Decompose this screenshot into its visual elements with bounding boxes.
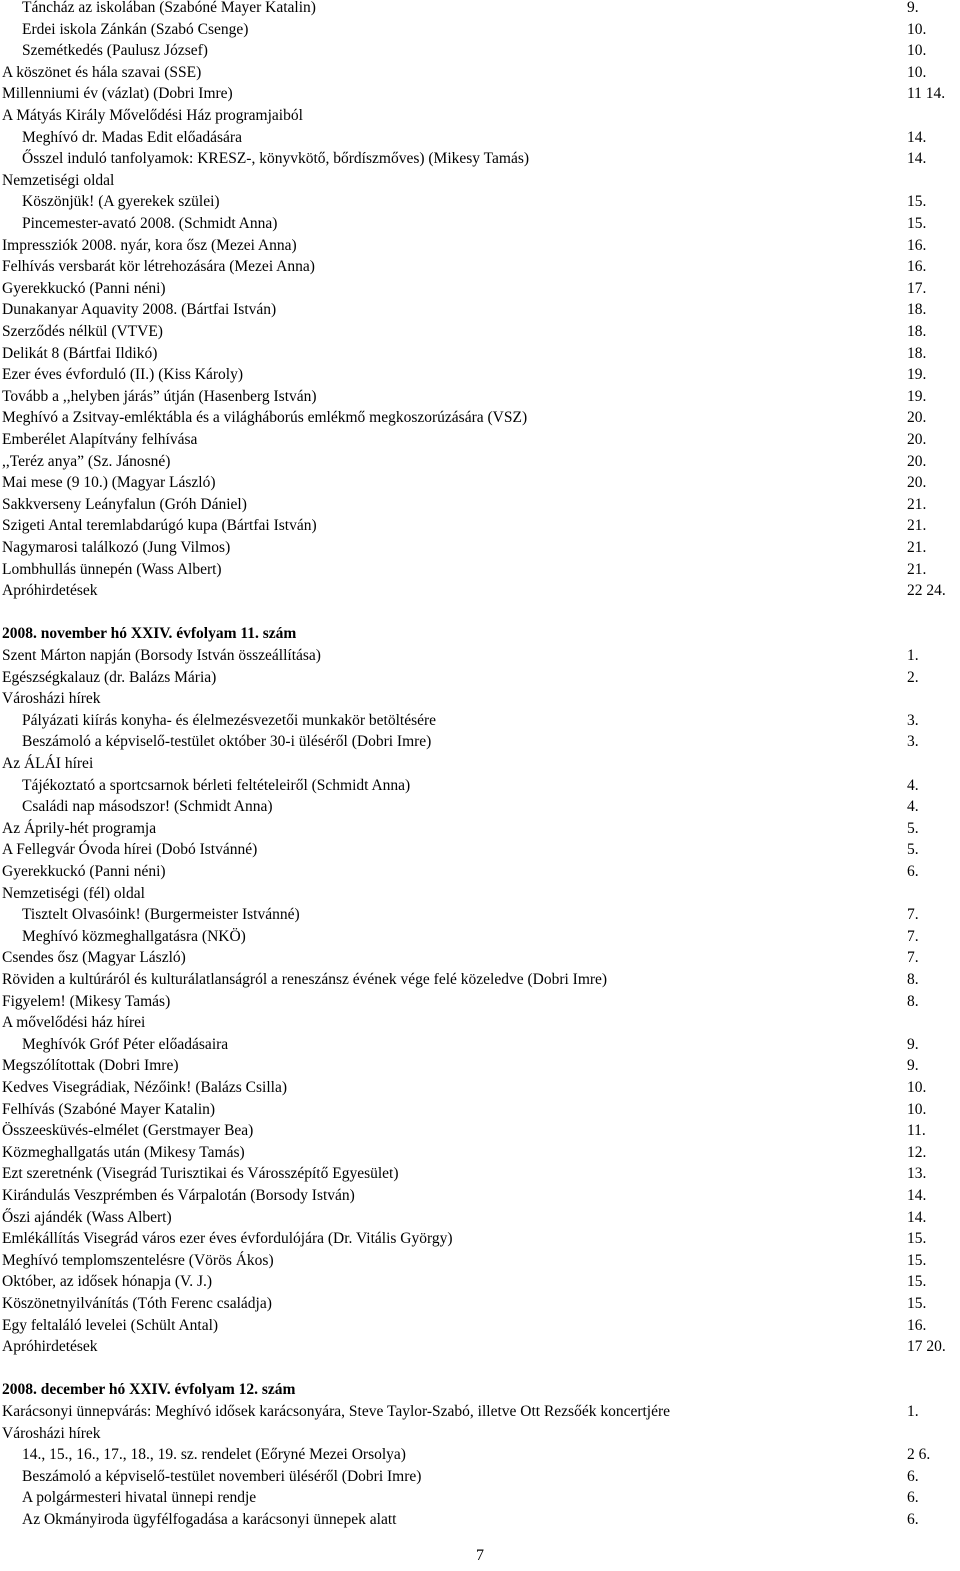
toc-entry (0, 883, 960, 905)
toc-entry-title: A Fellegvár Óvoda hírei (Dobó Istvánné) (2, 841, 258, 859)
toc-entry-title: Egy feltaláló levelei (Schült Antal) (2, 1316, 219, 1334)
toc-entry-page: 1. (907, 1403, 919, 1420)
issue-heading (0, 1379, 960, 1401)
toc-entry-page: 8. (907, 992, 919, 1010)
toc-entry-page: 21. (907, 495, 927, 513)
toc-entry-page: 5. (907, 819, 919, 837)
toc-entry-page: 18. (907, 301, 927, 319)
toc-entry (0, 256, 960, 278)
toc-entry (0, 731, 960, 753)
toc-entry-page: 20. (907, 474, 927, 492)
toc-entry-title: Beszámoló a képviselő-testület novemberi üléséről (Dobri Imre) (22, 1467, 422, 1485)
toc-entry-page: 22 24. (907, 582, 946, 600)
toc-entry-page: 4. (907, 776, 919, 794)
toc-entry-page: 21. (907, 517, 927, 535)
toc-entry-title: Nemzetiségi oldal (2, 171, 115, 189)
toc-entry-page: 2. (907, 668, 919, 686)
toc-entry-title: Városházi hírek (2, 1424, 101, 1442)
toc-entry-page: 7. (907, 949, 919, 967)
toc-entry-page: 18. (907, 323, 927, 340)
toc-entry-page: 8. (907, 971, 919, 988)
toc-entry (0, 1401, 960, 1423)
toc-entry (0, 1293, 960, 1315)
toc-entry-title: Röviden a kultúráról és kulturálatlanságról a reneszánsz évének vége felé közeledve (Dobri Imre) (2, 971, 608, 988)
toc-entry (0, 105, 960, 127)
toc-entry-title: Apróhirdetések (2, 1338, 98, 1356)
toc-entry-page: 10. (907, 63, 927, 81)
toc-entry-title: Erdei iskola Zánkán (Szabó Csenge) (22, 20, 249, 38)
toc-entry-page: 19. (907, 387, 927, 405)
toc-entry-page: 7. (907, 906, 919, 924)
toc-entry (0, 580, 960, 602)
toc-entry (0, 861, 960, 883)
toc-entry (0, 947, 960, 969)
toc-entry-title: A köszönet és hála szavai (SSE) (2, 63, 202, 81)
toc-entry-title: Karácsonyi ünnepvárás: Meghívó idősek karácsonyára, Steve Taylor-Szabó, illetve Ott Rezsőék koncertjére (2, 1403, 671, 1420)
toc-entry (0, 537, 960, 559)
toc-entry (0, 1099, 960, 1121)
toc-entry-title: Köszönjük! (A gyerekek szülei) (22, 193, 220, 211)
toc-entry-title: Apróhirdetések (2, 582, 98, 600)
toc-entry (0, 386, 960, 408)
toc-entry (0, 494, 960, 516)
toc-entry-page: 14. (907, 150, 927, 168)
toc-entry-title: Szerződés nélkül (VTVE) (2, 323, 163, 340)
toc-entry-title: Családi nap másodszor! (Schmidt Anna) (22, 798, 273, 816)
toc-entry (0, 688, 960, 710)
toc-entry-page: 14. (907, 1187, 927, 1204)
toc-entry-title: Nagymarosi találkozó (Jung Vilmos) (2, 539, 231, 556)
toc-entry (0, 407, 960, 429)
toc-entry-title: Emlékállítás Visegrád város ezer éves évfordulójára (Dr. Vitális György) (2, 1230, 453, 1248)
toc-entry (0, 83, 960, 105)
toc-entry-page: 16. (907, 236, 927, 254)
toc-entry-page: 16. (907, 258, 927, 276)
toc-entry (0, 1423, 960, 1445)
toc-entry (0, 1271, 960, 1293)
toc-entry (0, 0, 960, 19)
toc-entry-title: Az Okmányiroda ügyfélfogadása a karácsonyi ünnepek alatt (22, 1511, 397, 1528)
toc-entry (0, 991, 960, 1013)
toc-entry (0, 127, 960, 149)
toc-entry (0, 40, 960, 62)
toc-entry (0, 839, 960, 861)
toc-entry-page: 16. (907, 1316, 927, 1334)
toc-entry-title: Meghívó templomszentelésre (Vörös Ákos) (2, 1251, 274, 1269)
toc-entry-page: 17 20. (907, 1338, 946, 1356)
toc-entry-title: Szent Márton napján (Borsody István összeállítása) (2, 647, 321, 664)
toc-entry-page: 21. (907, 539, 927, 556)
toc-entry-title: ,,Teréz anya” (Sz. Jánosné) (2, 452, 171, 470)
toc-entry-title: Meghívók Gróf Péter előadásaira (22, 1035, 229, 1053)
toc-entry-title: Pályázati kiírás konyha- és élelmezésvezetői munkakör betöltésére (22, 711, 437, 729)
toc-entry-title: Gyerekkuckó (Panni néni) (2, 863, 166, 880)
toc-entry-title: Figyelem! (Mikesy Tamás) (2, 992, 171, 1010)
toc-entry-title: Városházi hírek (2, 690, 101, 708)
toc-entry (0, 775, 960, 797)
toc-entry-title: Csendes ősz (Magyar László) (2, 949, 186, 967)
toc-entry (0, 1163, 960, 1185)
toc-entry (0, 1487, 960, 1509)
toc-entry (0, 472, 960, 494)
toc-entry (0, 796, 960, 818)
toc-entry-title: Az ÁLÁI hírei (2, 755, 94, 772)
toc-entry-page: 20. (907, 452, 927, 470)
toc-entry-title: Impressziók 2008. nyár, kora ősz (Mezei Anna) (2, 236, 297, 254)
toc-entry-title: Millenniumi év (vázlat) (Dobri Imre) (2, 85, 233, 103)
toc-entry-page: 21. (907, 560, 927, 578)
toc-entry-title: Nemzetiségi (fél) oldal (2, 884, 145, 902)
toc-entry-title: A Mátyás Király Mővelődési Ház programjaiból (2, 107, 303, 124)
toc-entry-title: 14., 15., 16., 17., 18., 19. sz. rendelet (Eőryné Mezei Orsolya) (22, 1446, 406, 1464)
toc-entry-title: Meghívó a Zsitvay-emléktábla és a világháborús emlékmő megkoszorúzására (VSZ) (2, 409, 528, 427)
toc-entry (0, 1034, 960, 1056)
toc-entry (0, 1185, 960, 1207)
toc-entry-page: 9. (907, 0, 919, 16)
toc-entry-page: 18. (907, 344, 927, 362)
toc-entry-title: Delikát 8 (Bártfai Ildikó) (2, 344, 158, 362)
toc-entry (0, 559, 960, 581)
toc-entry (0, 1142, 960, 1164)
toc-entry (0, 321, 960, 343)
toc-entry (0, 667, 960, 689)
toc-entry-page: 17. (907, 279, 927, 297)
toc-entry-title: Ezer éves évforduló (II.) (Kiss Károly) (2, 366, 244, 384)
toc-entry-page: 3. (907, 733, 919, 751)
toc-entry-page: 6. (907, 863, 919, 880)
toc-entry-page: 19. (907, 366, 927, 384)
toc-entry-page: 5. (907, 841, 919, 859)
toc-entry (0, 904, 960, 926)
toc-entry (0, 1012, 960, 1034)
page-number: 7 (476, 1547, 484, 1564)
toc-entry-page: 20. (907, 431, 927, 448)
toc-entry (0, 429, 960, 451)
toc-entry (0, 1315, 960, 1337)
toc-entry-page: 12. (907, 1143, 927, 1161)
toc-entry-title: A polgármesteri hivatal ünnepi rendje (22, 1489, 257, 1507)
toc-entry-title: Kirándulás Veszprémben és Várpalotán (Borsody István) (2, 1187, 355, 1204)
toc-entry (0, 278, 960, 300)
toc-entry-title: Őszi ajándék (Wass Albert) (2, 1208, 172, 1226)
toc-entry-title: Dunakanyar Aquavity 2008. (Bártfai István) (2, 301, 277, 319)
toc-entry-page: 15. (907, 1230, 927, 1248)
toc-entry-title: Ezt szeretnénk (Visegrád Turisztikai és Városszépítő Egyesület) (2, 1165, 399, 1183)
toc-entry (0, 299, 960, 321)
toc-entry-page: 14. (907, 128, 927, 146)
toc-entry (0, 213, 960, 235)
toc-entry (0, 1120, 960, 1142)
toc-entry-page: 10. (907, 1079, 927, 1096)
toc-entry-title: Egészségkalauz (dr. Balázs Mária) (2, 668, 217, 686)
toc-entry-title: A mővelődési ház hírei (2, 1014, 146, 1032)
toc-entry-page: 15. (907, 1251, 927, 1269)
toc-entry (0, 62, 960, 84)
toc-entry-page: 11. (907, 1122, 926, 1140)
toc-entry (0, 1444, 960, 1466)
toc-entry-title: Az Áprily-hét programja (2, 819, 157, 837)
toc-entry (0, 191, 960, 213)
toc-entry-title: Felhívás versbarát kör létrehozására (Mezei Anna) (2, 258, 315, 276)
toc-entry-page: 11 14. (907, 85, 946, 103)
issue-heading (0, 623, 960, 645)
toc-entry-title: Pincemester-avató 2008. (Schmidt Anna) (22, 215, 278, 232)
toc-entry-page: 6. (907, 1467, 919, 1485)
toc-entry (0, 235, 960, 257)
toc-entry (0, 926, 960, 948)
toc-entry (0, 19, 960, 41)
toc-entry-title: Gyerekkuckó (Panni néni) (2, 279, 166, 297)
toc-entry-page: 10. (907, 42, 927, 60)
issue-heading-text: 2008. november hó XXIV. évfolyam 11. szám (2, 625, 297, 643)
toc-entry-title: Köszönetnyilvánítás (Tóth Ferenc családja) (2, 1295, 272, 1312)
toc-entry-page: 6. (907, 1511, 919, 1528)
toc-entry-page: 6. (907, 1489, 919, 1507)
toc-entry-title: Tovább a ,,helyben járás” útján (Hasenberg István) (2, 387, 317, 405)
toc-entry (0, 710, 960, 732)
toc-entry-title: Sakkverseny Leányfalun (Gróh Dániel) (2, 495, 247, 513)
toc-entry-page: 15. (907, 215, 927, 232)
toc-entry (0, 170, 960, 192)
toc-entry-title: Szigeti Antal teremlabdarúgó kupa (Bártfai István) (2, 517, 317, 535)
toc-entry-title: Felhívás (Szabóné Mayer Katalin) (2, 1100, 216, 1118)
toc-entry-title: Tájékoztató a sportcsarnok bérleti feltételeiről (Schmidt Anna) (22, 776, 411, 794)
toc-entry (0, 969, 960, 991)
toc-entry-title: Emberélet Alapítvány felhívása (2, 431, 198, 448)
toc-entry (0, 364, 960, 386)
toc-entry-title: Tisztelt Olvasóink! (Burgermeister Istvánné) (22, 906, 300, 924)
toc-entry-page: 1. (907, 647, 919, 664)
toc-entry-page: 20. (907, 409, 927, 427)
toc-entry (0, 1228, 960, 1250)
toc-entry-title: Október, az idősek hónapja (V. J.) (2, 1273, 213, 1291)
toc-entry (0, 515, 960, 537)
toc-entry-page: 13. (907, 1165, 927, 1183)
toc-entry-title: Beszámoló a képviselő-testület október 30-i üléséről (Dobri Imre) (22, 733, 432, 751)
toc-entry (0, 818, 960, 840)
toc-entry (0, 148, 960, 170)
toc-entry-page: 15. (907, 1295, 927, 1312)
toc-entry-title: Meghívó dr. Madas Edit előadására (22, 128, 242, 146)
toc-entry-page: 10. (907, 1100, 927, 1118)
toc-entry (0, 1509, 960, 1531)
toc-entry-title: Szemétkedés (Paulusz József) (22, 42, 208, 60)
toc-entry-page: 15. (907, 193, 927, 211)
toc-entry-title: Ősszel induló tanfolyamok: KRESZ-, könyvkötő, bőrdíszmőves) (Mikesy Tamás) (22, 150, 530, 168)
toc-entry (0, 451, 960, 473)
issue-heading-text: 2008. december hó XXIV. évfolyam 12. szám (2, 1381, 296, 1399)
toc-entry (0, 1077, 960, 1099)
toc-entry (0, 1466, 960, 1488)
toc-entry-title: Kedves Visegrádiak, Nézőink! (Balázs Csilla) (2, 1079, 288, 1096)
toc-entry-title: Összeesküvés-elmélet (Gerstmayer Bea) (2, 1122, 254, 1140)
toc-entry (0, 1336, 960, 1358)
toc-entry (0, 343, 960, 365)
toc-entry-page: 2 6. (907, 1446, 931, 1464)
toc-entry-page: 14. (907, 1208, 927, 1226)
toc-entry (0, 1207, 960, 1229)
toc-entry (0, 1055, 960, 1077)
toc-entry-page: 15. (907, 1273, 927, 1291)
toc-entry-title: Közmeghallgatás után (Mikesy Tamás) (2, 1143, 245, 1161)
toc-entry-page: 10. (907, 20, 927, 38)
toc-entry (0, 645, 960, 667)
toc-entry-page: 9. (907, 1035, 919, 1053)
toc-entry-title: Meghívó közmeghallgatásra (NKÖ) (22, 927, 246, 945)
toc-entry-page: 9. (907, 1057, 919, 1075)
toc-entry (0, 753, 960, 775)
toc-entry-page: 7. (907, 927, 919, 945)
toc-entry-page: 3. (907, 711, 919, 729)
toc-entry-page: 4. (907, 798, 919, 816)
toc-entry (0, 1250, 960, 1272)
toc-entry-title: Lombhullás ünnepén (Wass Albert) (2, 560, 222, 578)
toc-entry-title: Megszólítottak (Dobri Imre) (2, 1057, 179, 1075)
toc-entry-title: Táncház az iskolában (Szabóné Mayer Katalin) (22, 0, 316, 16)
toc-entry-title: Mai mese (9 10.) (Magyar László) (2, 474, 216, 492)
